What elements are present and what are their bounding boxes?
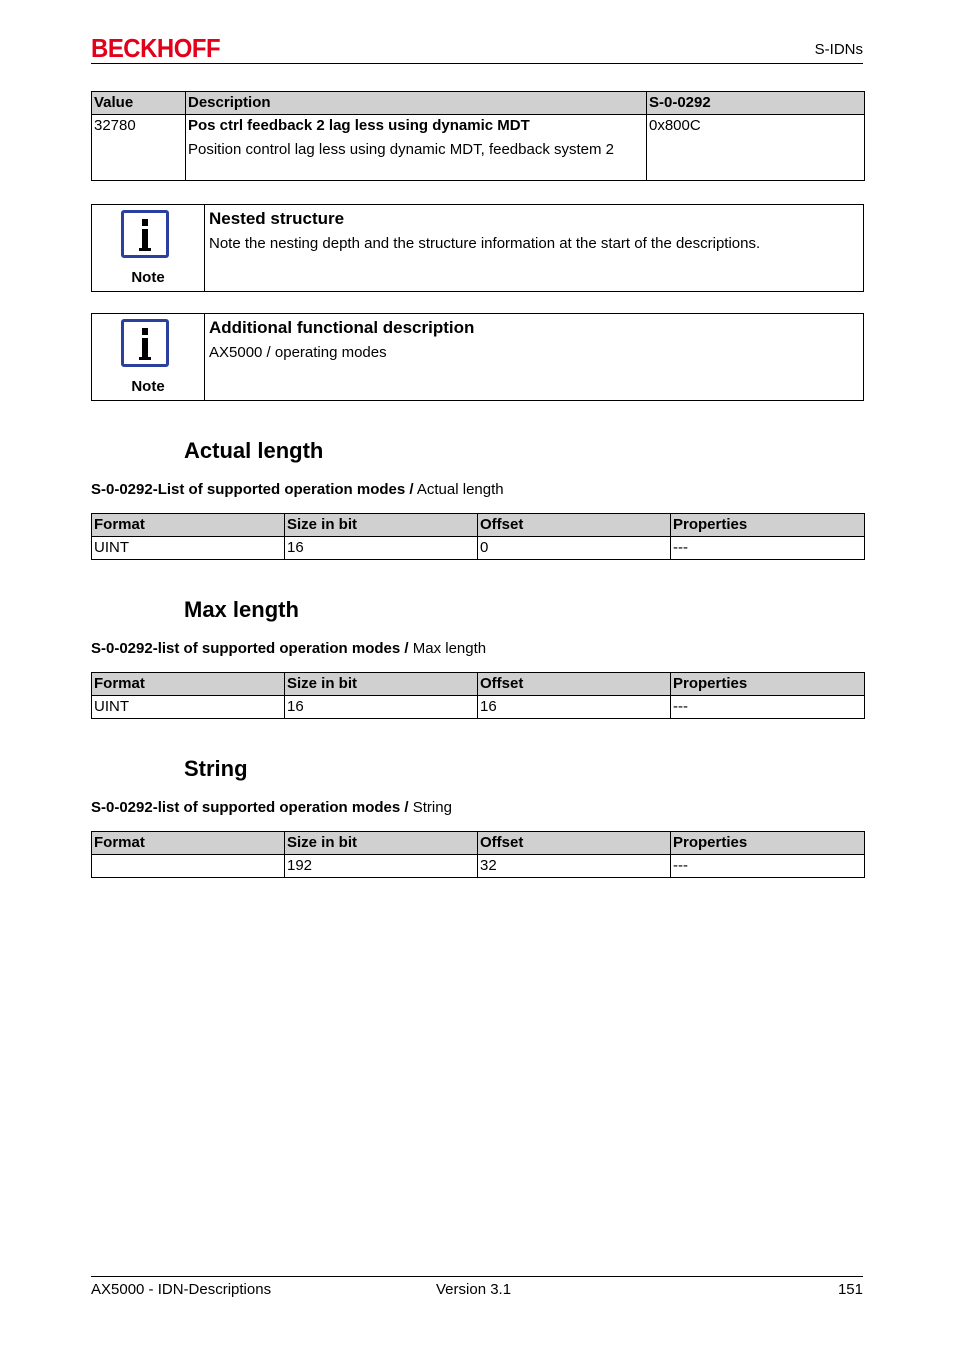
beckhoff-logo: BECKHOFF bbox=[91, 33, 221, 63]
info-icon bbox=[121, 210, 169, 258]
section-title-max-length: Max length bbox=[184, 597, 299, 622]
table-header-row bbox=[92, 92, 865, 115]
note-icon-column bbox=[92, 205, 205, 291]
section-title-actual-length: Actual length bbox=[184, 438, 324, 463]
col-size: Size in bit bbox=[285, 673, 478, 696]
table-row bbox=[92, 115, 865, 181]
subtitle-normal: String bbox=[408, 799, 452, 816]
cell-size: 192 bbox=[285, 855, 478, 878]
description-title: Pos ctrl feedback 2 lag less using dynamic MDT bbox=[188, 117, 530, 134]
subtitle-bold: S-0-0292-list of supported operation modes / bbox=[91, 799, 409, 816]
note-label: Note bbox=[131, 269, 165, 286]
note-title: Additional functional description bbox=[209, 318, 475, 337]
cell-format bbox=[92, 855, 285, 878]
col-properties: Properties bbox=[671, 514, 865, 537]
note-label: Note bbox=[131, 378, 165, 395]
format-table-string bbox=[91, 831, 865, 878]
col-offset: Offset bbox=[478, 673, 671, 696]
cell-value: 32780 bbox=[92, 115, 186, 181]
footer-page-number: 151 bbox=[837, 1281, 863, 1298]
table-row bbox=[92, 696, 865, 719]
table-header-row bbox=[92, 514, 865, 537]
header-rule bbox=[91, 63, 863, 64]
col-description: Description bbox=[186, 92, 647, 115]
col-offset: Offset bbox=[478, 832, 671, 855]
format-table-actual-length bbox=[91, 513, 865, 560]
note-box-nested-structure bbox=[91, 204, 864, 292]
note-title: Nested structure bbox=[209, 209, 345, 228]
subtitle-normal: Actual length bbox=[413, 481, 504, 498]
table-header-row bbox=[92, 832, 865, 855]
cell-properties: --- bbox=[671, 696, 865, 719]
cell-code: 0x800C bbox=[647, 115, 865, 181]
note-box-additional-description bbox=[91, 313, 864, 401]
cell-format: UINT bbox=[92, 537, 285, 560]
col-format: Format bbox=[92, 832, 285, 855]
table-row bbox=[92, 855, 865, 878]
note-body: AX5000 / operating modes bbox=[209, 344, 387, 361]
col-format: Format bbox=[92, 673, 285, 696]
cell-format: UINT bbox=[92, 696, 285, 719]
format-table-max-length bbox=[91, 672, 865, 719]
note-text bbox=[205, 205, 863, 291]
subtitle-bold: S-0-0292-List of supported operation modes / bbox=[91, 481, 414, 498]
section-subtitle bbox=[91, 481, 504, 498]
table-row bbox=[92, 537, 865, 560]
cell-offset: 16 bbox=[478, 696, 671, 719]
col-size: Size in bit bbox=[285, 832, 478, 855]
cell-size: 16 bbox=[285, 537, 478, 560]
footer-version: Version 3.1 bbox=[436, 1281, 512, 1298]
col-idn: S-0-0292 bbox=[647, 92, 865, 115]
col-properties: Properties bbox=[671, 673, 865, 696]
subtitle-normal: Max length bbox=[408, 640, 487, 657]
col-value: Value bbox=[92, 92, 186, 115]
section-subtitle bbox=[91, 799, 452, 816]
cell-properties: --- bbox=[671, 855, 865, 878]
info-icon bbox=[121, 319, 169, 367]
section-subtitle bbox=[91, 640, 486, 657]
note-icon-column bbox=[92, 314, 205, 400]
description-text: Position control lag less using dynamic MDT, feedback system 2 bbox=[188, 141, 615, 158]
cell-size: 16 bbox=[285, 696, 478, 719]
table-header-row bbox=[92, 673, 865, 696]
footer-doc-title: AX5000 - IDN-Descriptions bbox=[91, 1281, 272, 1298]
cell-offset: 32 bbox=[478, 855, 671, 878]
header-section: S-IDNs bbox=[814, 41, 863, 58]
cell-description bbox=[186, 115, 647, 181]
value-table bbox=[91, 91, 865, 181]
subtitle-bold: S-0-0292-list of supported operation modes / bbox=[91, 640, 409, 657]
col-format: Format bbox=[92, 514, 285, 537]
cell-properties: --- bbox=[671, 537, 865, 560]
col-offset: Offset bbox=[478, 514, 671, 537]
footer-rule bbox=[91, 1276, 863, 1277]
section-title-string: String bbox=[184, 756, 248, 781]
cell-offset: 0 bbox=[478, 537, 671, 560]
note-body: Note the nesting depth and the structure information at the start of the descriptions. bbox=[209, 235, 761, 252]
note-text bbox=[205, 314, 863, 400]
col-size: Size in bit bbox=[285, 514, 478, 537]
col-properties: Properties bbox=[671, 832, 865, 855]
